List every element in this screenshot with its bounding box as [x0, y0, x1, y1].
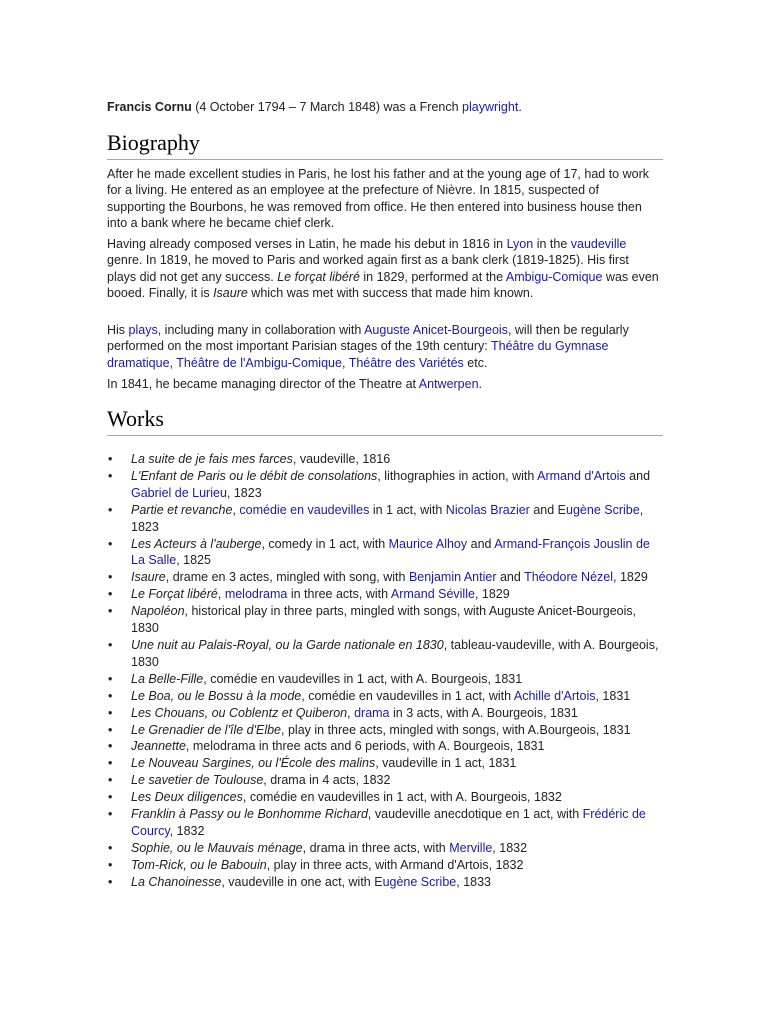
- list-item: [107, 586, 663, 603]
- work-title: Isaure: [131, 570, 166, 585]
- work-link[interactable]: Gabriel de Lurieu: [131, 485, 227, 500]
- work-link[interactable]: Nicolas Brazier: [445, 502, 530, 517]
- work-title: La Chanoinesse: [131, 874, 222, 889]
- work-text: , play in three acts, with Armand d'Artois, 1832: [266, 857, 524, 872]
- work-text: , 1829: [613, 570, 648, 585]
- list-item: [107, 603, 663, 637]
- work-link[interactable]: Achille d'Artois: [513, 688, 596, 703]
- work-title: Franklin à Passy ou le Bonhomme Richard: [131, 807, 368, 822]
- list-item: [107, 755, 663, 772]
- work-title: Sophie, ou le Mauvais ménage: [131, 840, 303, 855]
- work-text: and: [496, 570, 525, 585]
- work-title: Le Nouveau Sargines, ou l'École des malins: [131, 756, 376, 771]
- work-text: in three acts, with: [287, 587, 391, 602]
- work-text: in 3 acts, with A. Bourgeois, 1831: [389, 705, 578, 720]
- work-link[interactable]: drama: [354, 705, 390, 720]
- list-item: [107, 569, 663, 586]
- work-title: La suite de je fais mes farces: [131, 452, 293, 466]
- work-link[interactable]: Armand Séville: [390, 587, 475, 602]
- biography-paragraph-1: After he made excellent studies in Paris, he lost his father and at the young age of 17, had to work for a living. He entered as an employee at the prefecture of Nièvre. In 1815, suspected of supporting the Bourbons, he was removed from office. He then entered into business house then into a bank where he became chief clerk.: [107, 167, 649, 230]
- work-text: , vaudeville in 1 act, 1831: [375, 756, 517, 771]
- work-text: , 1823: [131, 502, 644, 534]
- work-title: Napoléon: [131, 604, 185, 619]
- work-text: and: [529, 502, 558, 517]
- list-item: [107, 738, 663, 755]
- biography-heading: Biography: [107, 130, 663, 160]
- link-playwright[interactable]: playwright: [462, 100, 519, 114]
- work-title: Tom-Rick, ou le Babouin: [131, 857, 267, 872]
- work-text: , tableau-vaudeville, with A. Bourgeois, 1830: [131, 637, 659, 669]
- work-link[interactable]: Théodore Nézel: [524, 570, 614, 585]
- work-link[interactable]: Armand-François Jouslin de La Salle: [131, 536, 650, 568]
- work-text: in 1 act, with: [369, 502, 446, 517]
- work-text: , vaudeville anecdotique en 1 act, with: [367, 807, 583, 822]
- work-text: ,: [347, 705, 355, 720]
- work-title: Une nuit au Palais-Royal, ou la Garde nationale en 1830: [131, 637, 444, 652]
- work-text: , 1825: [176, 553, 211, 568]
- work-title: Le savetier de Toulouse: [131, 773, 264, 788]
- work-link[interactable]: Frédéric de Courcy: [131, 807, 646, 838]
- work-title: Le Forçat libéré: [131, 587, 218, 602]
- work-text: , comedy in 1 act, with: [261, 536, 389, 551]
- list-item: [107, 840, 663, 857]
- subject-name: Francis Cornu: [107, 100, 192, 114]
- biography-paragraph-2: Having already composed verses in Latin, he made his debut in 1816 in Lyon in the vaudeville genre. In 1819, he moved to Paris and worked again first as a bank clerk (1819-1825). His first plays did not get any success. Le forçat libéré in 1829, performed at the Ambigu-Comique was even booed. Finally, it is Isaure which was met with success that made him known.: [107, 237, 659, 300]
- list-item: [107, 637, 663, 671]
- work-text: ,: [232, 502, 240, 517]
- list-item: [107, 502, 663, 536]
- work-text: , historical play in three parts, mingled with songs, with Auguste Anicet-Bourgeois, 1830: [131, 604, 637, 636]
- work-text: , lithographies in action, with: [377, 468, 538, 483]
- list-item: [107, 451, 663, 468]
- list-item: [107, 806, 663, 840]
- list-item: [107, 705, 663, 722]
- work-title: Partie et revanche: [131, 502, 233, 517]
- list-item: [107, 722, 663, 739]
- work-text: , drama in three acts, with: [302, 840, 450, 855]
- link-theatre-varietes[interactable]: Théâtre des Variétés: [348, 355, 464, 370]
- work-text: , vaudeville, 1816: [292, 452, 391, 466]
- work-title: Les Acteurs à l'auberge: [131, 536, 262, 551]
- work-text: , 1831: [595, 688, 631, 703]
- link-vaudeville[interactable]: vaudeville: [570, 237, 627, 251]
- work-text: , comédie en vaudevilles in 1 act, with: [301, 688, 514, 703]
- work-link[interactable]: Merville: [449, 840, 493, 855]
- works-list: [107, 451, 663, 891]
- work-title: Jeannette: [131, 739, 186, 754]
- work-link[interactable]: Benjamin Antier: [408, 570, 497, 585]
- work-title: Le Grenadier de l'île d'Elbe: [131, 722, 282, 737]
- work-link[interactable]: Maurice Alhoy: [388, 536, 468, 551]
- link-plays[interactable]: plays: [128, 323, 158, 337]
- work-title: Les Deux diligences: [131, 790, 243, 805]
- work-text: ,: [217, 587, 225, 602]
- biography-paragraph-3: His plays, including many in collaboration with Auguste Anicet-Bourgeois, will then be regularly performed on the most important Parisian stages of the 19th century: Théâtre du Gymnase dramatique, Théâtre de l'Ambigu-Comique, Théâtre des Variétés etc.: [107, 323, 629, 370]
- work-text: , drame en 3 actes, mingled with song, with: [165, 570, 409, 585]
- link-theatre-gymnase[interactable]: Théâtre du Gymnase dramatique: [107, 339, 609, 370]
- link-theatre-ambigu[interactable]: Théâtre de l'Ambigu-Comique: [176, 355, 342, 370]
- works-heading: Works: [107, 406, 663, 436]
- work-text: , 1829: [474, 587, 510, 602]
- work-text: , play in three acts, mingled with songs, with A.Bourgeois, 1831: [281, 722, 631, 737]
- work-text: , 1832: [169, 823, 205, 838]
- list-item: [107, 857, 663, 874]
- work-link[interactable]: melodrama: [224, 587, 288, 602]
- link-lyon[interactable]: Lyon: [506, 237, 534, 251]
- work-text: and: [625, 468, 651, 483]
- work-text: , comédie en vaudevilles in 1 act, with A. Bourgeois, 1832: [242, 790, 562, 805]
- work-text: , 1823: [226, 485, 262, 500]
- work-link[interactable]: Armand d'Artois: [537, 468, 626, 483]
- work-link[interactable]: Eugène Scribe: [374, 874, 457, 889]
- work-link[interactable]: Eugène Scribe: [557, 502, 640, 517]
- work-text: , 1832: [492, 840, 528, 855]
- lead-paragraph: Francis Cornu (4 October 1794 – 7 March 1848) was a French playwright.: [107, 100, 522, 114]
- work-text: , melodrama in three acts and 6 periods, with A. Bourgeois, 1831: [185, 739, 545, 754]
- biography-paragraph-4: In 1841, he became managing director of the Theatre at Antwerpen.: [107, 377, 483, 391]
- link-antwerpen[interactable]: Antwerpen: [418, 377, 479, 391]
- list-item: [107, 468, 663, 502]
- work-link[interactable]: comédie en vaudevilles: [239, 502, 370, 517]
- work-text: , 1833: [456, 874, 492, 889]
- list-item: [107, 789, 663, 806]
- work-text: , vaudeville in one act, with: [221, 874, 375, 889]
- work-text: , drama in 4 acts, 1832: [263, 773, 391, 788]
- work-title: L'Enfant de Paris ou le débit de consolations: [131, 468, 378, 483]
- list-item: [107, 671, 663, 688]
- link-anicet-bourgeois[interactable]: Auguste Anicet-Bourgeois: [364, 323, 508, 337]
- work-title: Les Chouans, ou Coblentz et Quiberon: [131, 705, 348, 720]
- list-item: [107, 772, 663, 789]
- list-item: [107, 874, 663, 891]
- list-item: [107, 536, 663, 570]
- work-title: Le Boa, ou le Bossu à la mode: [131, 688, 302, 703]
- work-text: , comédie en vaudevilles in 1 act, with A. Bourgeois, 1831: [203, 671, 523, 686]
- list-item: [107, 688, 663, 705]
- link-ambigu-comique[interactable]: Ambigu-Comique: [505, 269, 603, 284]
- work-text: and: [467, 536, 495, 551]
- work-title: La Belle-Fille: [131, 671, 204, 686]
